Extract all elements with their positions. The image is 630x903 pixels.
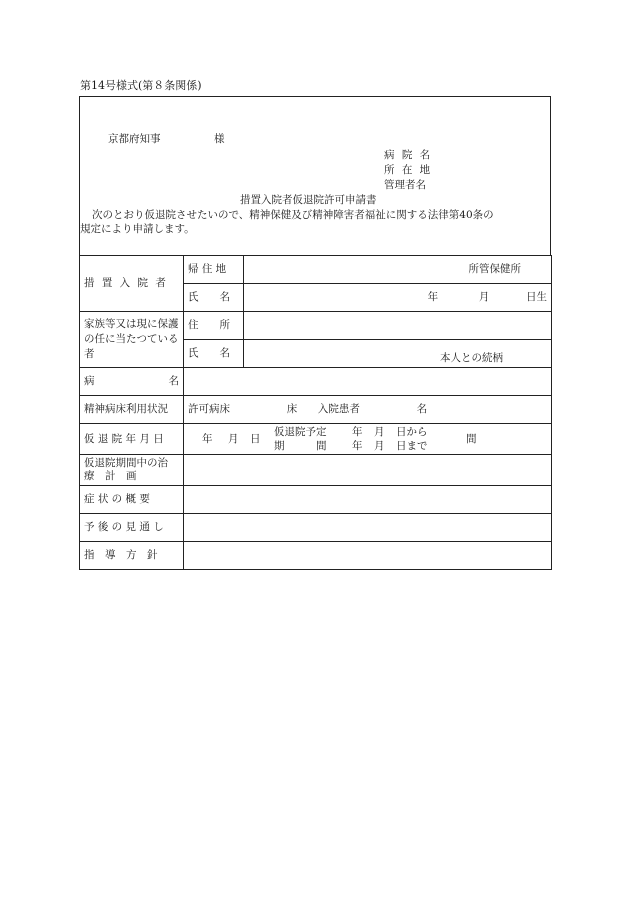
prognosis-field[interactable] — [184, 514, 552, 542]
table-row-guardian-address — [80, 312, 552, 340]
document-title: 措置入院者仮退院許可申請書 — [240, 194, 377, 206]
birth-month-label: 月 — [478, 291, 490, 303]
guidance-field[interactable] — [184, 542, 552, 570]
table-row-return-address — [80, 256, 552, 284]
period-from-month: 月 — [374, 426, 385, 438]
facility-label: 精神病床利用状況 — [80, 396, 184, 424]
discharge-date-field[interactable] — [184, 424, 552, 455]
patient-name-label: 氏 名 — [184, 284, 244, 312]
guardian-label: 家族等又は現に保護の任に当たつている者 — [84, 318, 179, 360]
discharge-month-label: 月 — [228, 433, 239, 445]
inpatients-unit: 名 — [416, 403, 428, 415]
period-to-day: 日まで — [396, 440, 428, 452]
application-table — [79, 255, 552, 570]
beds-unit: 床 — [286, 403, 298, 415]
form-number: 第14号様式(第８条関係) — [80, 79, 202, 92]
return-address-label: 帰 住 地 — [184, 256, 244, 284]
prognosis-label: 予 後 の 見 通 し — [80, 514, 184, 542]
period-to-month: 月 — [374, 440, 385, 452]
disease-field[interactable] — [184, 368, 552, 396]
patient-label: 措 置 入 院 者 — [84, 277, 168, 289]
birth-year-label: 年 — [427, 291, 439, 303]
table-row-facility — [80, 396, 552, 424]
period-from-day: 日から — [396, 426, 428, 438]
hospital-address-label: 所 在 地 — [384, 164, 433, 176]
hospital-name-label: 病 院 名 — [384, 149, 433, 161]
return-address-field[interactable] — [244, 256, 552, 284]
symptoms-field[interactable] — [184, 486, 552, 514]
period-from-year: 年 — [352, 426, 363, 438]
discharge-day-label: 日 — [250, 433, 261, 445]
disease-label-cell — [80, 368, 184, 396]
guardian-label-cell — [80, 312, 184, 368]
permitted-beds-label: 許可病床 — [188, 403, 230, 415]
body-text-line-2: 規定により申請します。 — [80, 223, 195, 235]
application-header-box — [79, 96, 551, 256]
addressee: 京都府知事 — [108, 133, 161, 145]
guardian-name-label: 氏 名 — [184, 340, 244, 368]
table-row-discharge-date — [80, 424, 552, 455]
symptoms-label: 症 状 の 概 要 — [80, 486, 184, 514]
guardian-address-label: 住 所 — [184, 312, 244, 340]
manager-name-label: 管理者名 — [384, 179, 426, 191]
patient-label-cell — [80, 256, 184, 312]
guidance-label: 指 導 方 針 — [80, 542, 184, 570]
treatment-plan-field[interactable] — [184, 455, 552, 486]
guardian-name-field[interactable] — [244, 340, 552, 368]
period-unit: 間 — [466, 433, 477, 445]
table-row-symptoms — [80, 486, 552, 514]
honorific: 様 — [214, 133, 225, 145]
planned-period-label-a: 仮退院予定 — [274, 426, 327, 438]
table-row-prognosis — [80, 514, 552, 542]
inpatients-label: 入院患者 — [317, 403, 360, 415]
table-row-guidance — [80, 542, 552, 570]
treatment-plan-label: 仮退院期間中の治 療 計 画 — [80, 455, 184, 486]
discharge-date-label: 仮 退 院 年 月 日 — [80, 424, 184, 455]
relation-label: 本人との続柄 — [440, 352, 503, 364]
patient-name-field[interactable] — [244, 284, 552, 312]
disease-label-a: 病 — [84, 375, 95, 387]
guardian-address-field[interactable] — [244, 312, 552, 340]
body-text-line-1: 次のとおり仮退院させたいので、精神保健及び精神障害者福祉に関する法律第40条の — [92, 209, 494, 221]
birth-day-label: 日生 — [526, 291, 547, 303]
period-to-year: 年 — [352, 440, 363, 452]
disease-label-b: 名 — [168, 375, 179, 387]
table-row-treatment-plan — [80, 455, 552, 486]
discharge-year-label: 年 — [202, 433, 213, 445]
table-row-disease — [80, 368, 552, 396]
health-center-suffix: 所管保健所 — [468, 263, 521, 275]
facility-field[interactable] — [184, 396, 552, 424]
planned-period-label-b: 期 間 — [274, 440, 327, 452]
